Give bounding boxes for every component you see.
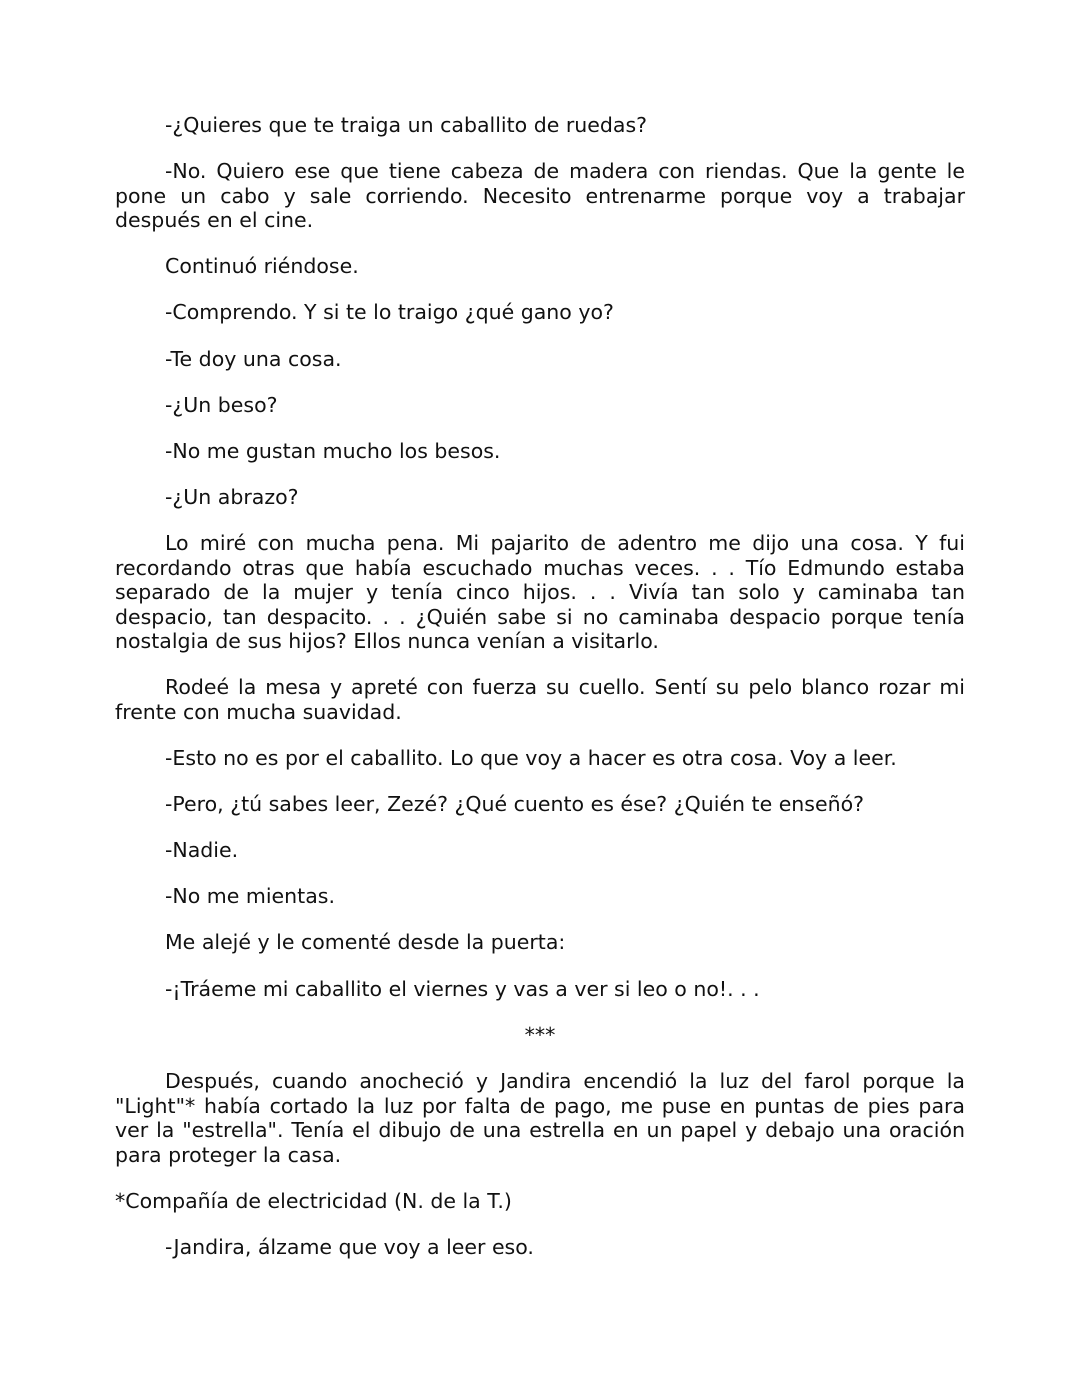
paragraph: -Te doy una cosa. [165, 346, 342, 371]
paragraph: -¿Un beso? [165, 392, 278, 417]
paragraph: -No. Quiero ese que tiene cabeza de madera con riendas. Que la gente le pone un cabo y sale corriendo. Necesito entrenarme porque voy a trabajar después en el cine. [115, 159, 965, 233]
paragraph: Después, cuando anocheció y Jandira encendió la luz del farol porque la "Light"* había cortado la luz por falta de pago, me puse en puntas de pies para ver la "estrella". Tenía el dibujo de una estrella en un papel y debajo una oración para proteger la casa. [115, 1069, 965, 1168]
paragraph: Rodeé la mesa y apreté con fuerza su cuello. Sentí su pelo blanco rozar mi frente con mucha suavidad. [115, 675, 965, 724]
paragraph: -Jandira, álzame que voy a leer eso. [165, 1235, 534, 1260]
paragraph: Continuó riéndose. [165, 254, 359, 279]
paragraph: -No me mientas. [165, 884, 335, 909]
paragraph: Me alejé y le comenté desde la puerta: [165, 930, 566, 955]
footnote: *Compañía de electricidad (N. de la T.) [115, 1189, 512, 1214]
document-page [115, 113, 965, 1281]
paragraph: -Esto no es por el caballito. Lo que voy a hacer es otra cosa. Voy a leer. [165, 746, 897, 771]
paragraph: Lo miré con mucha pena. Mi pajarito de adentro me dijo una cosa. Y fui recordando otras que había escuchado muchas veces. . . Tío Edmundo estaba separado de la mujer y tenía cinco hijos. . . Vivía tan solo y caminaba tan despacio, tan despacito. . . ¿Quién sabe si no caminaba despacio porque tenía nostalgia de sus hijos? Ellos nunca venían a visitarlo. [115, 530, 965, 654]
section-separator: *** [524, 1022, 556, 1047]
paragraph: -Comprendo. Y si te lo traigo ¿qué gano yo? [165, 300, 614, 325]
paragraph: -¿Quieres que te traiga un caballito de ruedas? [165, 113, 648, 137]
paragraph: -¡Tráeme mi caballito el viernes y vas a ver si leo o no!. . . [165, 976, 760, 1001]
paragraph: -Pero, ¿tú sabes leer, Zezé? ¿Qué cuento es ése? ¿Quién te enseñó? [165, 792, 865, 817]
paragraph: -¿Un abrazo? [165, 484, 299, 509]
paragraph: -Nadie. [165, 838, 239, 863]
paragraph: -No me gustan mucho los besos. [165, 438, 501, 463]
